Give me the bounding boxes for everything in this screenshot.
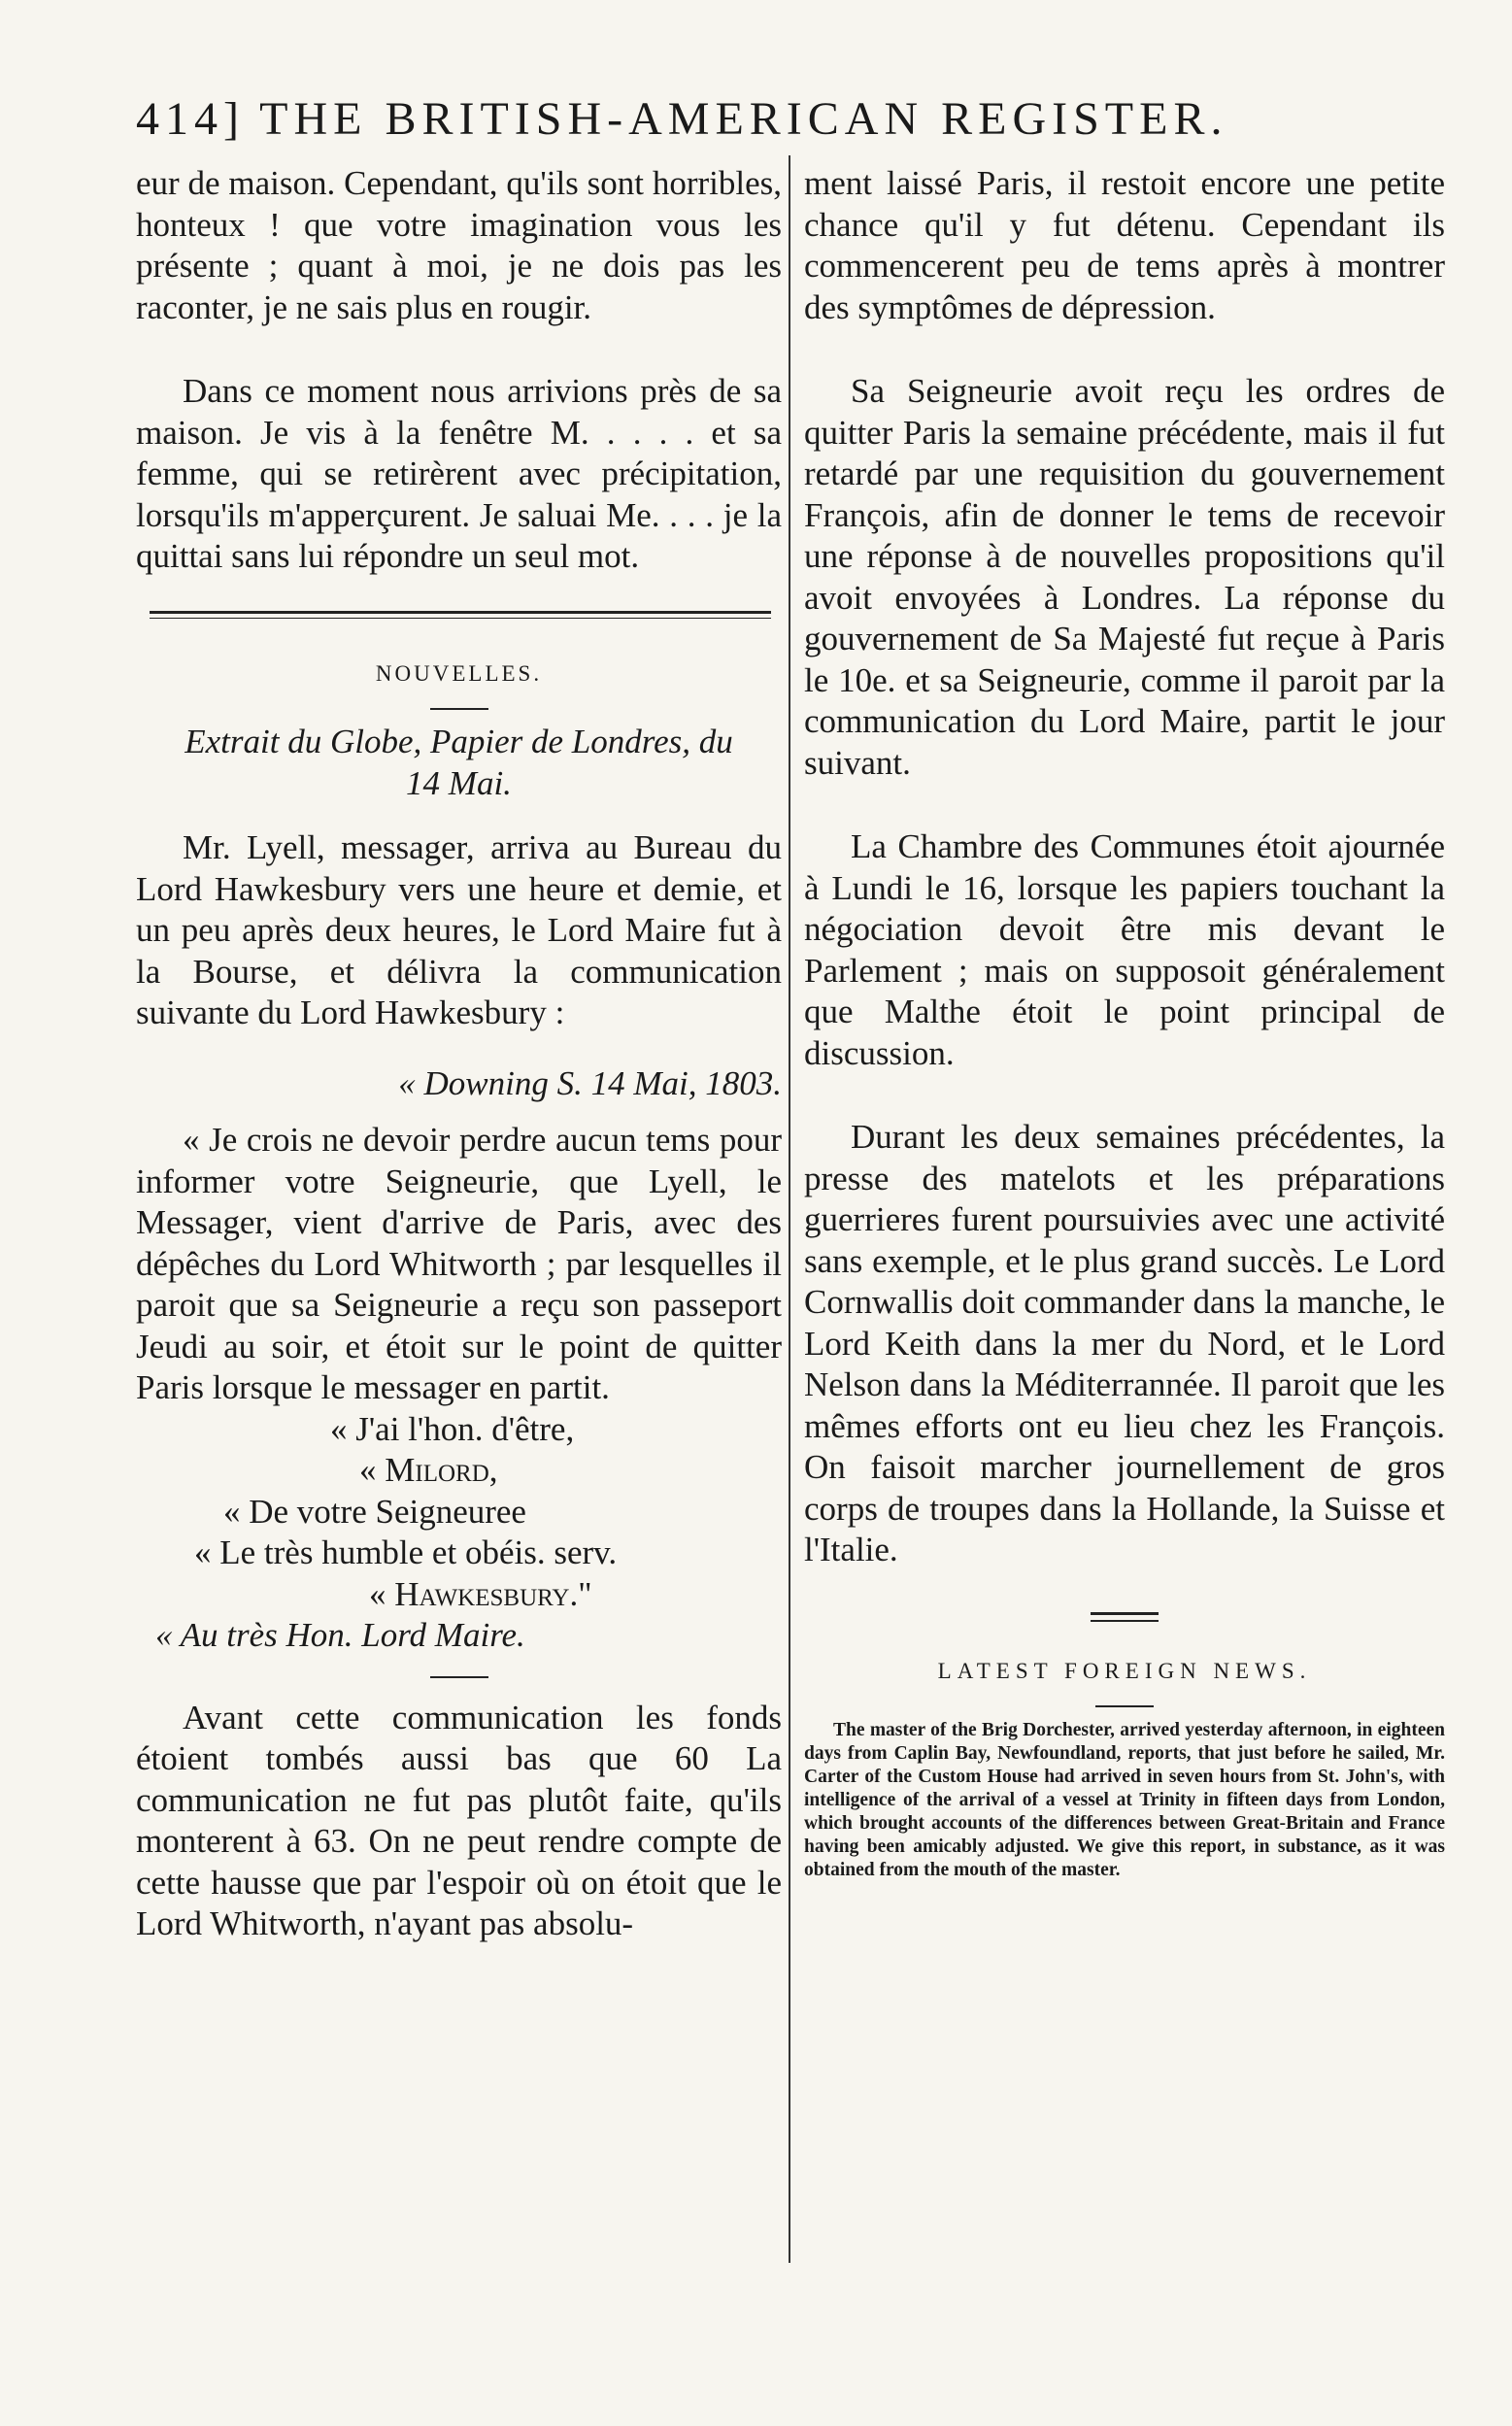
paragraph-arrival: Dans ce moment nous arrivions près de sa maison. Je vis à la fenêtre M. . . . . et sa femme, qui se retirèrent avec précipitation, lorsqu'ils m'apperçurent. Je saluai Me. . . . je la quittai sans lui répondre un seul mot. <box>136 372 782 575</box>
column-divider <box>789 155 790 2263</box>
letter-body: « Je crois ne devoir perdre aucun tems pour informer votre Seigneurie, que Lyell, le Messager, vient d'arrive de Paris, avec des dépêches du Lord Whitworth ; par lesquelles il paroit que sa Seigneurie a reçu son passeport Jeudi au soir, et étoit sur le point de quitter Paris lorsque le messager en partit. <box>136 1121 782 1406</box>
paragraph-communes: La Chambre des Communes étoit ajournée à Lundi le 16, lorsque les papiers touchant la négociation devoit être mis devant le Parlement ; mais on supposoit généralement que Malthe étoit le point principal de discussion. <box>804 827 1445 1072</box>
right-column <box>804 163 1445 1882</box>
paragraph-rule <box>430 1676 488 1678</box>
letter-closing-3: « De votre Seigneuree <box>223 1492 526 1531</box>
letter-closing-1: « J'ai l'hon. d'être, <box>330 1409 575 1448</box>
paragraph-funds: Avant cette communication les fonds étoient tombés aussi bas que 60 La communication ne fut pas plutôt faite, qu'ils monterent à 63. On ne peut rendre compte de cette hausse que par l'espoir où on étoit que le Lord Whitworth, n'ayant pas absolu- <box>136 1698 782 1942</box>
letter-addressee: « Au très Hon. Lord Maire. <box>155 1616 525 1654</box>
paragraph-depression: ment laissé Paris, il restoit encore une petite chance qu'il y fut détenu. Cependant ils commencerent peu de tems après à montrer des symptômes de dépression. <box>804 164 1445 326</box>
letter-closing-2: « Milord, <box>359 1451 498 1489</box>
running-header <box>136 92 1330 160</box>
paragraph-seigneurie: Sa Seigneurie avoit reçu les ordres de quitter Paris la semaine précédente, mais il fut retardé par une requisition du gouvernement François, afin de donner le tems de recevoir une réponse à de nouvelles propositions qu'il avoit envoyées à Londres. La réponse du gouvernement de Sa Majesté fut reçue à Paris le 10e. et sa Seigneurie, comme il paroit par la communication du Lord Maire, partit le jour suivant. <box>804 372 1445 782</box>
paragraph-lyell: Mr. Lyell, messager, arriva au Bureau du Lord Hawkesbury vers une heure et demie, et un peu après deux heures, le Lord Maire fut à la Bourse, et délivra la communication suivante du Lord Hawkesbury : <box>136 828 782 1031</box>
heading-rule <box>430 708 488 710</box>
heading-rule-latest <box>1095 1705 1154 1707</box>
page-number: 414] <box>136 93 245 145</box>
paragraph-preparations: Durant les deux semaines précédentes, la presse des matelots et les préparations guerrieres furent poursuivies avec une activité sans exemple, et le plus grand succès. Le Lord Cornwallis doit commander dans la manche, le Lord Keith dans la mer du Nord, et le Lord Nelson dans la Méditerrannée. Il paroit que les mêmes efforts ont eu lieu chez les François. On faisoit marcher journellement de gros corps de troupes dans la Hollande, la Suisse et l'Italie. <box>804 1118 1445 1568</box>
section-heading-nouvelles: NOUVELLES. <box>375 660 543 686</box>
section-divider <box>150 611 771 619</box>
latest-news-paragraph: The master of the Brig Dorchester, arrived yesterday afternoon, in eighteen days from Caplin Bay, Newfoundland, reports, that just before he sailed, Mr. Carter of the Custom House had arrived in seven hours from St. John's, with intelligence of the arrival of a vessel at Trinity in fifteen days from London, which brought accounts of the differences between Great-Britain and France having been amicably adjusted. We give this report, in substance, as it was obtained from the mouth of the master. <box>804 1720 1445 1880</box>
journal-title: THE BRITISH-AMERICAN REGISTER. <box>259 93 1228 145</box>
extract-source: Extrait du Globe, Papier de Londres, du 14 Mai. <box>185 723 733 802</box>
latest-news-body <box>804 1719 1445 1882</box>
paragraph-continuation: eur de maison. Cependant, qu'ils sont horribles, honteux ! que votre imagination vous les présente ; quant à moi, je ne dois pas les raconter, je ne sais plus en rougir. <box>136 164 782 326</box>
letter-closing-4: « Le très humble et obéis. serv. <box>194 1533 618 1571</box>
letter-signature: « Hawkesbury." <box>369 1574 592 1613</box>
section-heading-latest: LATEST FOREIGN NEWS. <box>937 1658 1312 1683</box>
left-column <box>136 163 782 1945</box>
section-divider-ornament <box>1091 1612 1159 1622</box>
letter-dateline: « Downing S. 14 Mai, 1803. <box>398 1063 782 1102</box>
